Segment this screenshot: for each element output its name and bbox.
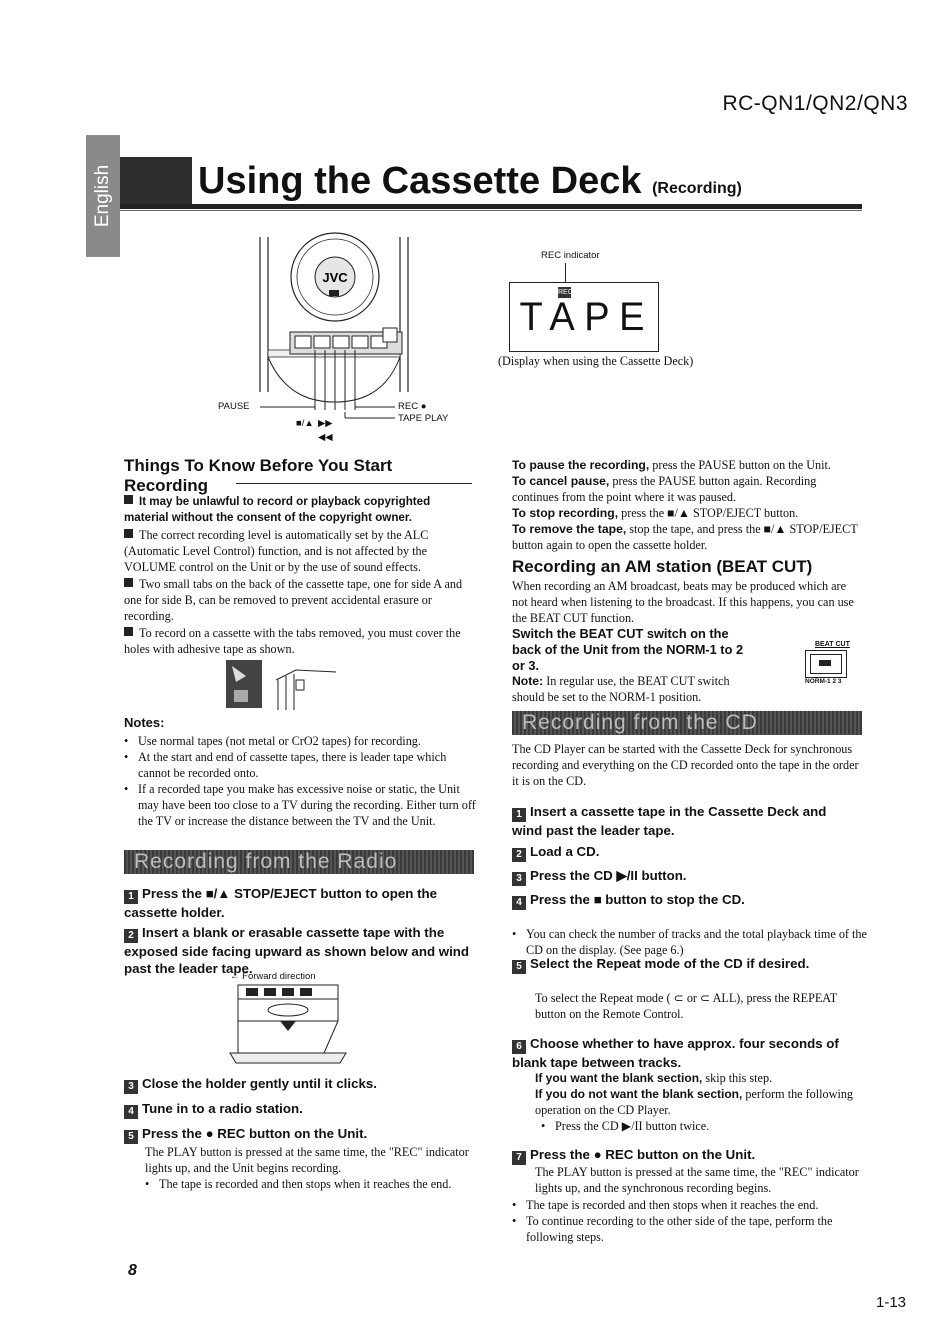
radio-step-5: 5 Press the ● REC button on the Unit. — [124, 1125, 476, 1144]
ffwd-label: ▶▶ — [318, 418, 333, 429]
cd-step-3: 3 Press the CD ▶/II button. — [512, 867, 852, 886]
things-item-4: To record on a cassette with the tabs removed, you must cover the holes with adhesive tape as shown. — [124, 626, 461, 656]
page-number-right: 1-13 — [876, 1294, 907, 1311]
cancel-instruction: To cancel pause, press the PAUSE button again. Recording continues from the point where it was paused. — [512, 474, 817, 504]
cd-banner: Recording from the CD — [512, 711, 862, 735]
cd-step-number-2: 2 — [512, 848, 526, 862]
page-title — [198, 160, 742, 203]
rec-label: REC ● — [398, 401, 427, 412]
cd-step-4: 4 Press the ■ button to stop the CD. — [512, 891, 852, 910]
stop-instruction: To stop recording, press the ■/▲ STOP/EJECT button. — [512, 506, 799, 520]
beat-cut-label: BEAT CUT — [815, 641, 850, 648]
notes-item-1: • Use normal tapes (not metal or CrO2 tapes) for recording. — [124, 733, 476, 749]
cd-step-number-6: 6 — [512, 1040, 526, 1054]
cd-step-number-5: 5 — [512, 960, 526, 974]
things-item-1: It may be unlawful to record or playback copyrighted material without the consent of the copyright owner. — [124, 495, 431, 524]
notes-item-3: • If a recorded tape you make has excessive noise or static, the Unit may have been too close to a TV during the recording. Either turn off the TV or increase the distance between the TV and the Unit. — [124, 781, 476, 829]
cd-intro: The CD Player can be started with the Cassette Deck for synchronous recording and everything on the CD recorded onto the tape in the order it is on the CD. — [512, 742, 859, 788]
remove-instruction: To remove the tape, stop the tape, and press the ■/▲ STOP/EJECT button again to open the cassette holder. — [512, 522, 858, 552]
cassette-insert-illustration — [228, 983, 348, 1065]
tab-tape-illustration — [226, 660, 346, 710]
tape-play-label: TAPE PLAY — [398, 413, 449, 424]
cd-step-7-body: The PLAY button is pressed at the same time, the "REC" indicator lights up, and the synchronous recording begins. — [535, 1165, 859, 1195]
blank-section-yes: If you want the blank section, skip this step. — [535, 1071, 773, 1085]
title-main: Using the Cassette Deck — [198, 160, 642, 202]
things-heading: Things To Know Before You Start Recording — [124, 456, 393, 495]
title-sub: (Recording) — [652, 180, 742, 197]
cd-step-6-options — [535, 1070, 861, 1134]
language-tab — [86, 135, 120, 257]
cd-step-number-4: 4 — [512, 896, 526, 910]
cd-step-5: 5 Select the Repeat mode of the CD if desired. — [512, 955, 852, 974]
cd-step-1: 1 Insert a cassette tape in the Cassette Deck and wind past the leader tape. — [512, 804, 827, 838]
beat-cut-positions: NORM-1 2 3 — [805, 678, 842, 685]
pause-instruction: To pause the recording, press the PAUSE button on the Unit. — [512, 458, 831, 472]
display-panel — [509, 282, 659, 352]
pause-label: PAUSE — [218, 401, 250, 412]
rew-label: ◀◀ — [318, 432, 333, 443]
cd-step-number-3: 3 — [512, 872, 526, 886]
cd-step-5-body: To select the Repeat mode ( ⊂ or ⊂ ALL), press the REPEAT button on the Remote Control. — [535, 991, 837, 1021]
radio-banner: Recording from the Radio — [124, 850, 474, 874]
am-body: When recording an AM broadcast, beats may be produced which are not heard when listening to the broadcast. If this happens, you can use the BEAT CUT function. — [512, 579, 854, 625]
rec-badge: REC — [558, 289, 573, 296]
cd-step-7-bullets — [512, 1197, 862, 1245]
notes-item-2: • At the start and end of cassette tapes, there is leader tape which cannot be recorded onto. — [124, 749, 476, 781]
things-item-3: Two small tabs on the back of the cassette tape, one for side A and one for side B, can be removed to prevent accidental erasure or recording. — [124, 577, 463, 623]
radio-step-5-body: The PLAY button is pressed at the same time, the "REC" indicator lights up, and the Unit begins recording. — [145, 1145, 469, 1175]
cd-step-number-1: 1 — [512, 808, 526, 822]
radio-step-2: 2 Insert a blank or erasable cassette tape with the exposed side facing upward as shown below and wind past the leader tape. — [124, 925, 470, 976]
display-caption: (Display when using the Cassette Deck) — [498, 354, 694, 368]
page-number-left: 8 — [128, 1262, 137, 1279]
forward-direction-label: ← Forward direction — [230, 971, 316, 982]
radio-step-4: 4 Tune in to a radio station. — [124, 1100, 476, 1119]
radio-step-3: 3 Close the holder gently until it clicks. — [124, 1075, 476, 1094]
title-rule — [120, 204, 862, 209]
am-heading: Recording an AM station (BEAT CUT) — [512, 557, 813, 576]
beat-cut-switch-illustration — [805, 650, 847, 678]
am-note: Note: In regular use, the BEAT CUT switch should be set to the NORM-1 position. — [512, 674, 730, 704]
cd-step-6: 6 Choose whether to have approx. four seconds of blank tape between tracks. — [512, 1036, 839, 1070]
cd-step-2: 2 Load a CD. — [512, 843, 852, 862]
radio-step-5-bullet: • The tape is recorded and then stops when it reaches the end. — [145, 1176, 477, 1192]
step-number-3: 3 — [124, 1080, 138, 1094]
notes-list — [124, 733, 476, 829]
step-number-2: 2 — [124, 929, 138, 943]
things-item-2: The correct recording level is automatically set by the ALC (Automatic Level Control) function, and is not affected by the VOLUME control on the Unit or by the use of sound effects. — [124, 528, 429, 574]
things-heading-rule — [236, 483, 472, 484]
title-rule-thin — [120, 210, 862, 211]
display-text: TAPE — [519, 295, 654, 339]
cd-step-7-bullet-1: • The tape is recorded and then stops when it reaches the end. — [512, 1197, 862, 1213]
recording-controls — [512, 457, 862, 553]
cd-step-number-7: 7 — [512, 1151, 526, 1165]
rec-indicator-label: REC indicator — [541, 250, 600, 261]
am-switch-instruction: Switch the BEAT CUT switch on the back of the Unit from the NORM-1 to 2 or 3. — [512, 626, 744, 673]
title-block-decoration — [120, 157, 192, 205]
model-number: RC-QN1/QN2/QN3 — [722, 92, 908, 115]
stop-eject-label: ■/▲ — [296, 418, 314, 429]
radio-step-1: 1 Press the ■/▲ STOP/EJECT button to open the cassette holder. — [124, 886, 438, 920]
brand-logo: JVC — [322, 270, 348, 285]
step-number-5: 5 — [124, 1130, 138, 1144]
rec-indicator-leader — [565, 263, 566, 283]
things-list — [124, 494, 476, 657]
cd-step-7: 7 Press the ● REC button on the Unit. — [512, 1146, 852, 1165]
blank-section-no: If you do not want the blank section, perform the following operation on the CD Player. — [535, 1087, 854, 1117]
step-number-4: 4 — [124, 1105, 138, 1119]
cd-step-6-bullet: • Press the CD ▶/II button twice. — [541, 1118, 861, 1134]
step-number-1: 1 — [124, 890, 138, 904]
notes-heading: Notes: — [124, 715, 165, 730]
cd-step-4-bullet: • You can check the number of tracks and the total playback time of the CD on the display. (See page 6.) — [512, 926, 874, 958]
cd-step-7-bullet-2: • To continue recording to the other side of the tape, perform the following steps. — [512, 1213, 862, 1245]
language-label: English — [92, 164, 113, 228]
